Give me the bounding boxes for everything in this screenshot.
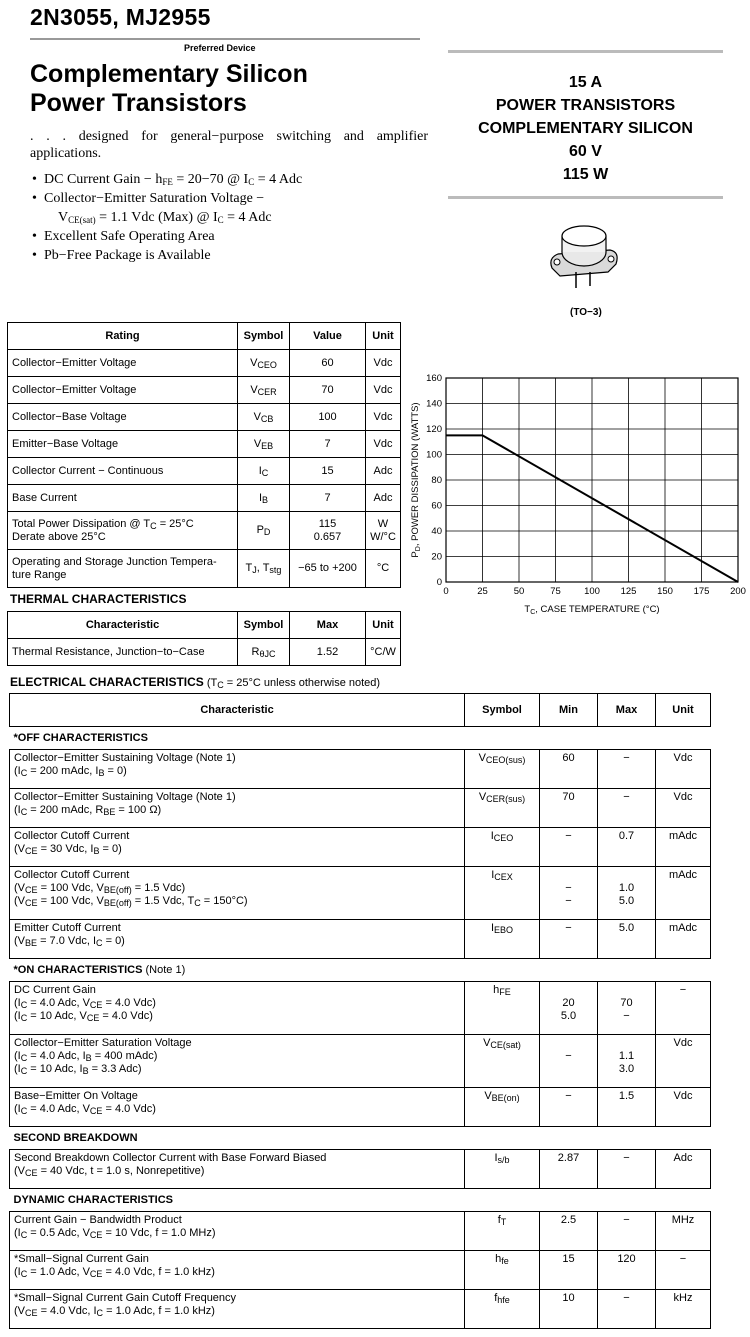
- preferred-device-label: Preferred Device: [184, 43, 256, 53]
- thermal-table: [7, 611, 401, 666]
- power-derating-chart: [400, 370, 750, 618]
- x-tick-label: 75: [550, 586, 561, 597]
- package-label: (TO−3): [570, 307, 602, 318]
- table-row: DC Current Gain ($I_C = 4.0$ Adc, $V_{CE} = 4.0$ Vdc) ($I_C = 10$ Adc, $V_{CE} = 4.0$ Vdc) $h_{FE}$ 20 5.0 70 − −: [10, 982, 711, 1035]
- table-row: Collector−Base Voltage $V_{CB}$ 100 Vdc: [8, 404, 401, 431]
- y-axis-label: $P_D$, POWER DISSIPATION (WATTS): [410, 402, 422, 558]
- table-row: Collector−Emitter Voltage $V_{CER}$ 70 Vdc: [8, 377, 401, 404]
- y-tick-label: 100: [426, 449, 442, 461]
- x-axis-label: $T_C$, CASE TEMPERATURE (°C): [524, 604, 660, 616]
- x-tick-label: 150: [657, 586, 673, 597]
- section-row: SECOND BREAKDOWN: [10, 1127, 711, 1150]
- table-header-row: Characteristic Symbol Min Max Unit: [10, 694, 711, 727]
- rating-current: 15 A: [568, 74, 603, 91]
- table-row: Collector Cutoff Current ($V_{CE} = 30$ Vdc, $I_B = 0$) $I_{CEO}$ − 0.7 mAdc: [10, 828, 711, 867]
- x-tick-label: 200: [730, 586, 746, 597]
- table-row: Emitter−Base Voltage $V_{EB}$ 7 Vdc: [8, 431, 401, 458]
- table-row: Collector−Emitter Saturation Voltage ($I_C = 4.0$ Adc, $I_B = 400$ mAdc) ($I_C = 10$ Adc, $I_B = 3.3$ Adc) $V_{CE(sat)}$ − 1.1 3.0 Vdc: [10, 1035, 711, 1088]
- doc-title: 2N3055, MJ2955: [30, 4, 211, 30]
- x-tick-label: 125: [620, 586, 637, 597]
- col-header-rating: Rating: [8, 323, 238, 350]
- to3-package-image: [548, 222, 620, 302]
- table-row: Total Power Dissipation @ $T_C = 25^\circ C$ Derate above 25°C $P_D$ 115 0.657 W W/°C: [8, 512, 401, 550]
- ratings-summary-box: [448, 50, 723, 199]
- y-tick-label: 80: [431, 475, 442, 486]
- x-tick-label: 50: [513, 586, 525, 597]
- heading-line-2: Power Transistors: [30, 89, 247, 117]
- table-row: Collector−Emitter Voltage $V_{CEO}$ 60 Vdc: [8, 350, 401, 377]
- table-row: *Small−Signal Current Gain Cutoff Frequency ($V_{CE} = 4.0$ Vdc, $I_C = 1.0$ Adc, f = 1.0 kHz) $f_{hfe}$ 10 − kHz: [10, 1290, 711, 1329]
- x-tick-label: 175: [693, 586, 710, 597]
- x-tick-label: 100: [584, 586, 600, 597]
- table-row: Emitter Cutoff Current ($V_{BE} = 7.0$ Vdc, $I_C = 0$) $I_{EBO}$ − 5.0 mAdc: [10, 920, 711, 959]
- table-row: Second Breakdown Collector Current with Base Forward Biased ($V_{CE} = 40$ Vdc, t = 1.0 s, Nonrepetitive) $I_{s/b}$ 2.87 − Adc: [10, 1150, 711, 1189]
- y-tick-label: 140: [426, 398, 442, 410]
- table-row: Collector−Emitter Sustaining Voltage (Note 1) ($I_C = 200$ mAdc, $I_B = 0$) $V_{CEO(sus)}$ 60 − Vdc: [10, 750, 711, 789]
- electrical-table: [9, 693, 711, 1329]
- thermal-heading: THERMAL CHARACTERISTICS: [10, 592, 187, 606]
- section-row: *ON CHARACTERISTICS (Note 1): [10, 959, 711, 982]
- rating-voltage: 60 V: [569, 143, 602, 160]
- table-header-row: Characteristic Symbol Max Unit: [8, 612, 401, 639]
- col-header-unit: Unit: [366, 323, 401, 350]
- chart-ticks: [426, 373, 746, 597]
- x-tick-label: 0: [443, 586, 449, 597]
- col-header-value: Value: [290, 323, 366, 350]
- table-row: Base Current $I_B$ 7 Adc: [8, 485, 401, 512]
- y-tick-label: 20: [431, 551, 442, 563]
- feature-list: [30, 170, 302, 265]
- section-row: DYNAMIC CHARACTERISTICS: [10, 1189, 711, 1212]
- col-header-symbol: Symbol: [238, 323, 290, 350]
- feature-item: • Collector−Emitter Saturation Voltage − $V_{CE(sat)} = 1.1$ Vdc (Max) @ $I_C = 4$ Adc: [30, 189, 302, 227]
- table-row: Collector Current − Continuous $I_C$ 15 Adc: [8, 458, 401, 485]
- table-header-row: [8, 323, 401, 350]
- y-tick-label: 40: [431, 526, 442, 537]
- y-tick-label: 120: [426, 424, 442, 435]
- table-row: Thermal Resistance, Junction−to−Case $R_{\theta JC}$ 1.52 °C/W: [8, 639, 401, 666]
- y-tick-label: 0: [436, 577, 442, 588]
- heading-line-1: Complementary Silicon: [30, 60, 308, 88]
- max-ratings-table: [7, 322, 401, 588]
- y-tick-label: 160: [426, 373, 442, 384]
- section-row: *OFF CHARACTERISTICS: [10, 727, 711, 750]
- product-heading: [30, 60, 308, 118]
- table-row: *Small−Signal Current Gain ($I_C = 1.0$ Adc, $V_{CE} = 4.0$ Vdc, f = 1.0 kHz) $h_{fe}$ 15 120 −: [10, 1251, 711, 1290]
- table-row: Operating and Storage Junction Tempera-ture Range $T_J$, $T_{stg}$ −65 to +200 °C: [8, 550, 401, 588]
- feature-item: • Excellent Safe Operating Area: [30, 227, 302, 246]
- table-row: Base−Emitter On Voltage ($I_C = 4.0$ Adc, $V_{CE} = 4.0$ Vdc) $V_{BE(on)}$ − 1.5 Vdc: [10, 1088, 711, 1127]
- table-row: Collector Cutoff Current ($V_{CE} = 100$ Vdc, $V_{BE(off)} = 1.5$ Vdc) ($V_{CE} = 100$ Vdc, $V_{BE(off)} = 1.5$ Vdc, $T_C = 150^\circ C$) $I_{CEX}$ − − 1.0 5.0 mAdc: [10, 867, 711, 920]
- table-row: Current Gain − Bandwidth Product ($I_C = 0.5$ Adc, $V_{CE} = 10$ Vdc, f = 1.0 MHz) $f_T$ 2.5 − MHz: [10, 1212, 711, 1251]
- rating-type: POWER TRANSISTORS: [495, 97, 676, 114]
- rating-power: 115 W: [562, 166, 609, 183]
- divider: [30, 38, 420, 40]
- x-tick-label: 25: [477, 586, 488, 597]
- electrical-heading: ELECTRICAL CHARACTERISTICS ($T_C = 25^\circ C$ unless otherwise noted): [10, 675, 381, 690]
- table-row: Collector−Emitter Sustaining Voltage (Note 1) ($I_C = 200$ mAdc, $R_{BE} = 100$ Ω) $V_{CER(sus)}$ 70 − Vdc: [10, 789, 711, 828]
- chart-grid: [446, 378, 738, 582]
- feature-item: • DC Current Gain − $h_{FE} = 20-70$ @ $I_C = 4$ Adc: [30, 170, 302, 189]
- description: . . . designed for general−purpose switching and amplifier applications.: [30, 129, 428, 161]
- rating-class: COMPLEMENTARY SILICON: [478, 120, 693, 137]
- feature-item: • Pb−Free Package is Available: [30, 246, 302, 265]
- y-tick-label: 60: [431, 500, 442, 512]
